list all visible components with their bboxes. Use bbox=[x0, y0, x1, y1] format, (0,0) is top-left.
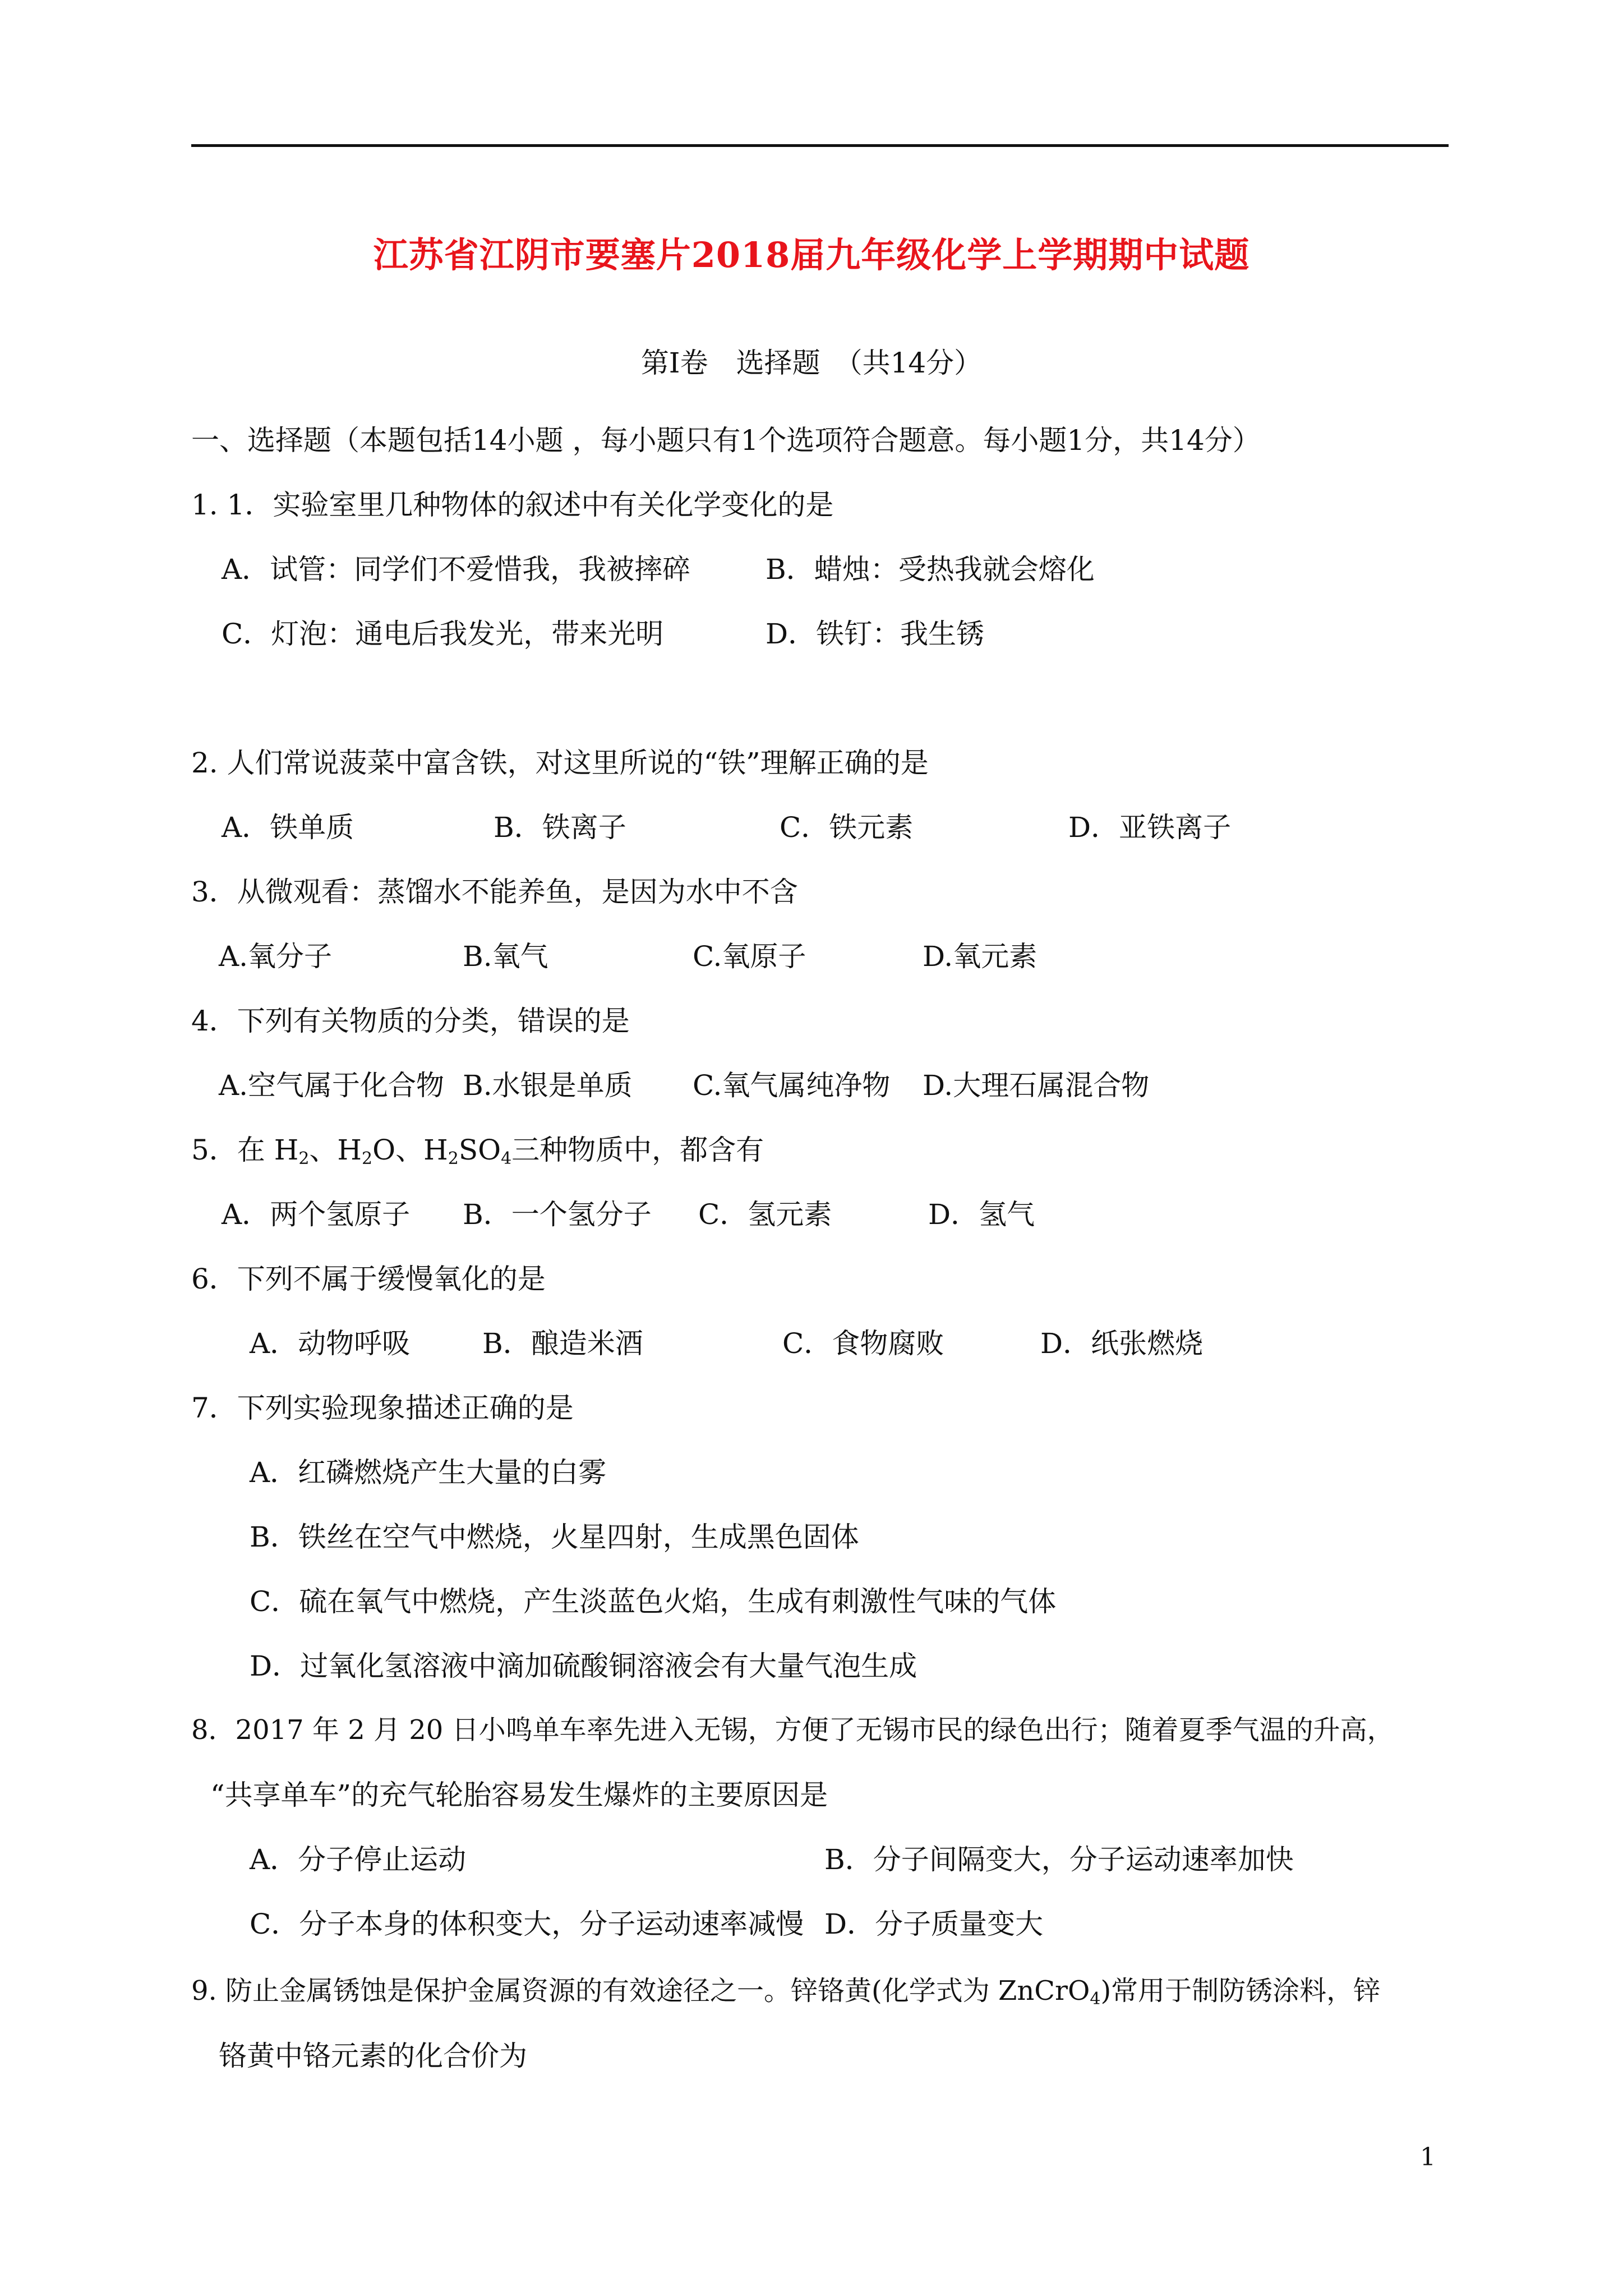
question-6-option-d: D．纸张燃烧 bbox=[1040, 1327, 1204, 1360]
section-subtitle: 第Ⅰ卷 选择题 （共14分） bbox=[640, 347, 983, 379]
question-7-option-c: C．硫在氧气中燃烧，产生淡蓝色火焰，生成有刺激性气味的气体 bbox=[250, 1585, 1057, 1618]
question-5-stem bbox=[191, 1134, 764, 1168]
q9-stem-part-1: 9. 防止金属锈蚀是保护金属资源的有效途径之一。锌铬黄(化学式为 ZnCrO bbox=[191, 1975, 1090, 2007]
formula-h2-symbol: H bbox=[274, 1134, 299, 1166]
question-1-stem: 1. 1．实验室里几种物体的叙述中有关化学变化的是 bbox=[191, 489, 834, 521]
question-7-option-d: D．过氧化氢溶液中滴加硫酸铜溶液会有大量气泡生成 bbox=[250, 1650, 917, 1682]
question-5-option-d: D．氢气 bbox=[928, 1198, 1035, 1231]
formula-h2so4 bbox=[423, 1134, 511, 1166]
question-3-stem: 3．从微观看：蒸馏水不能养鱼，是因为水中不含 bbox=[191, 876, 798, 908]
question-8-option-d: D．分子质量变大 bbox=[824, 1908, 1044, 1940]
page-number: 1 bbox=[1420, 2143, 1436, 2171]
question-3-option-c: C.氧原子 bbox=[693, 940, 806, 973]
q9-formula-subscript: 4 bbox=[1090, 1989, 1101, 2009]
question-1-option-d: D．铁钉：我生锈 bbox=[766, 618, 985, 650]
question-2-option-d: D．亚铁离子 bbox=[1068, 811, 1232, 844]
question-3-option-a: A.氧分子 bbox=[219, 940, 333, 973]
formula-h2o-subscript: 2 bbox=[362, 1149, 373, 1168]
question-8-option-c: C．分子本身的体积变大，分子运动速率减慢 bbox=[250, 1908, 804, 1940]
formula-h2so4-so: SO bbox=[458, 1134, 501, 1166]
formula-h2so4-subscript-1: 2 bbox=[448, 1149, 459, 1168]
q9-stem-part-2: )常用于制防锈涂料，锌 bbox=[1100, 1975, 1381, 2007]
question-3-option-d: D.氧元素 bbox=[923, 940, 1038, 973]
page-title: 江苏省江阴市要塞片2018届九年级化学上学期期中试题 bbox=[373, 234, 1250, 275]
formula-h2so4-subscript-2: 4 bbox=[501, 1149, 512, 1168]
question-1-option-c: C．灯泡：通电后我发光，带来光明 bbox=[222, 618, 664, 650]
question-6-option-b: B．酿造米酒 bbox=[482, 1327, 643, 1360]
question-9-stem-line-2: 铬黄中铬元素的化合价为 bbox=[219, 2040, 527, 2072]
question-6-option-c: C．食物腐败 bbox=[782, 1327, 944, 1360]
question-2-option-b: B．铁离子 bbox=[494, 811, 626, 844]
question-8-option-b: B．分子间隔变大，分子运动速率加快 bbox=[824, 1843, 1294, 1876]
question-9-stem-line-1 bbox=[191, 1975, 1381, 2009]
header-rule bbox=[191, 144, 1449, 147]
question-4-option-c: C.氧气属纯净物 bbox=[693, 1069, 891, 1102]
question-8-stem-line-2: “共享单车”的充气轮胎容易发生爆炸的主要原因是 bbox=[210, 1779, 828, 1811]
formula-h2o-o: O bbox=[372, 1134, 396, 1166]
question-4-stem: 4．下列有关物质的分类，错误的是 bbox=[191, 1005, 630, 1037]
question-7-option-a: A．红磷燃烧产生大量的白雾 bbox=[250, 1456, 607, 1489]
question-5-option-a: A．两个氢原子 bbox=[222, 1198, 411, 1231]
q5-separator-1: 、 bbox=[309, 1134, 338, 1166]
question-1-option-a: A．试管：同学们不爱惜我，我被摔碎 bbox=[222, 553, 691, 586]
formula-h2 bbox=[274, 1134, 310, 1166]
question-2-option-c: C．铁元素 bbox=[780, 811, 914, 844]
question-1-option-b: B．蜡烛：受热我就会熔化 bbox=[766, 553, 1095, 586]
question-2-option-a: A．铁单质 bbox=[222, 811, 354, 844]
section-heading: 一、选择题（本题包括14小题 ，每小题只有1个选项符合题意。每小题1分，共14分） bbox=[191, 424, 1261, 457]
question-8-stem-line-1: 8．2017 年 2 月 20 日小鸣单车率先进入无锡，方便了无锡市民的绿色出行；随着夏季气温的升高， bbox=[191, 1714, 1394, 1746]
question-4-option-b: B.水银是单质 bbox=[463, 1069, 633, 1102]
q5-stem-prefix: 5．在 bbox=[191, 1134, 274, 1166]
question-6-option-a: A．动物呼吸 bbox=[250, 1327, 411, 1360]
question-7-option-b: B．铁丝在空气中燃烧，火星四射，生成黑色固体 bbox=[250, 1521, 859, 1553]
q5-stem-suffix: 三种物质中，都含有 bbox=[511, 1134, 764, 1166]
question-2-stem: 2. 人们常说菠菜中富含铁，对这里所说的“铁”理解正确的是 bbox=[191, 747, 929, 779]
q5-separator-2: 、 bbox=[395, 1134, 424, 1166]
formula-h2o-h: H bbox=[337, 1134, 362, 1166]
question-8-option-a: A．分子停止运动 bbox=[250, 1843, 467, 1876]
question-3-option-b: B.氧气 bbox=[463, 940, 548, 973]
question-6-stem: 6．下列不属于缓慢氧化的是 bbox=[191, 1263, 546, 1295]
formula-h2o bbox=[337, 1134, 395, 1166]
question-7-stem: 7．下列实验现象描述正确的是 bbox=[191, 1392, 574, 1424]
question-4-option-d: D.大理石属混合物 bbox=[923, 1069, 1150, 1102]
question-5-option-c: C．氢元素 bbox=[698, 1198, 832, 1231]
formula-h2so4-h: H bbox=[423, 1134, 448, 1166]
formula-h2-subscript: 2 bbox=[298, 1149, 310, 1168]
question-5-option-b: B．一个氢分子 bbox=[463, 1198, 652, 1231]
question-4-option-a: A.空气属于化合物 bbox=[219, 1069, 445, 1102]
